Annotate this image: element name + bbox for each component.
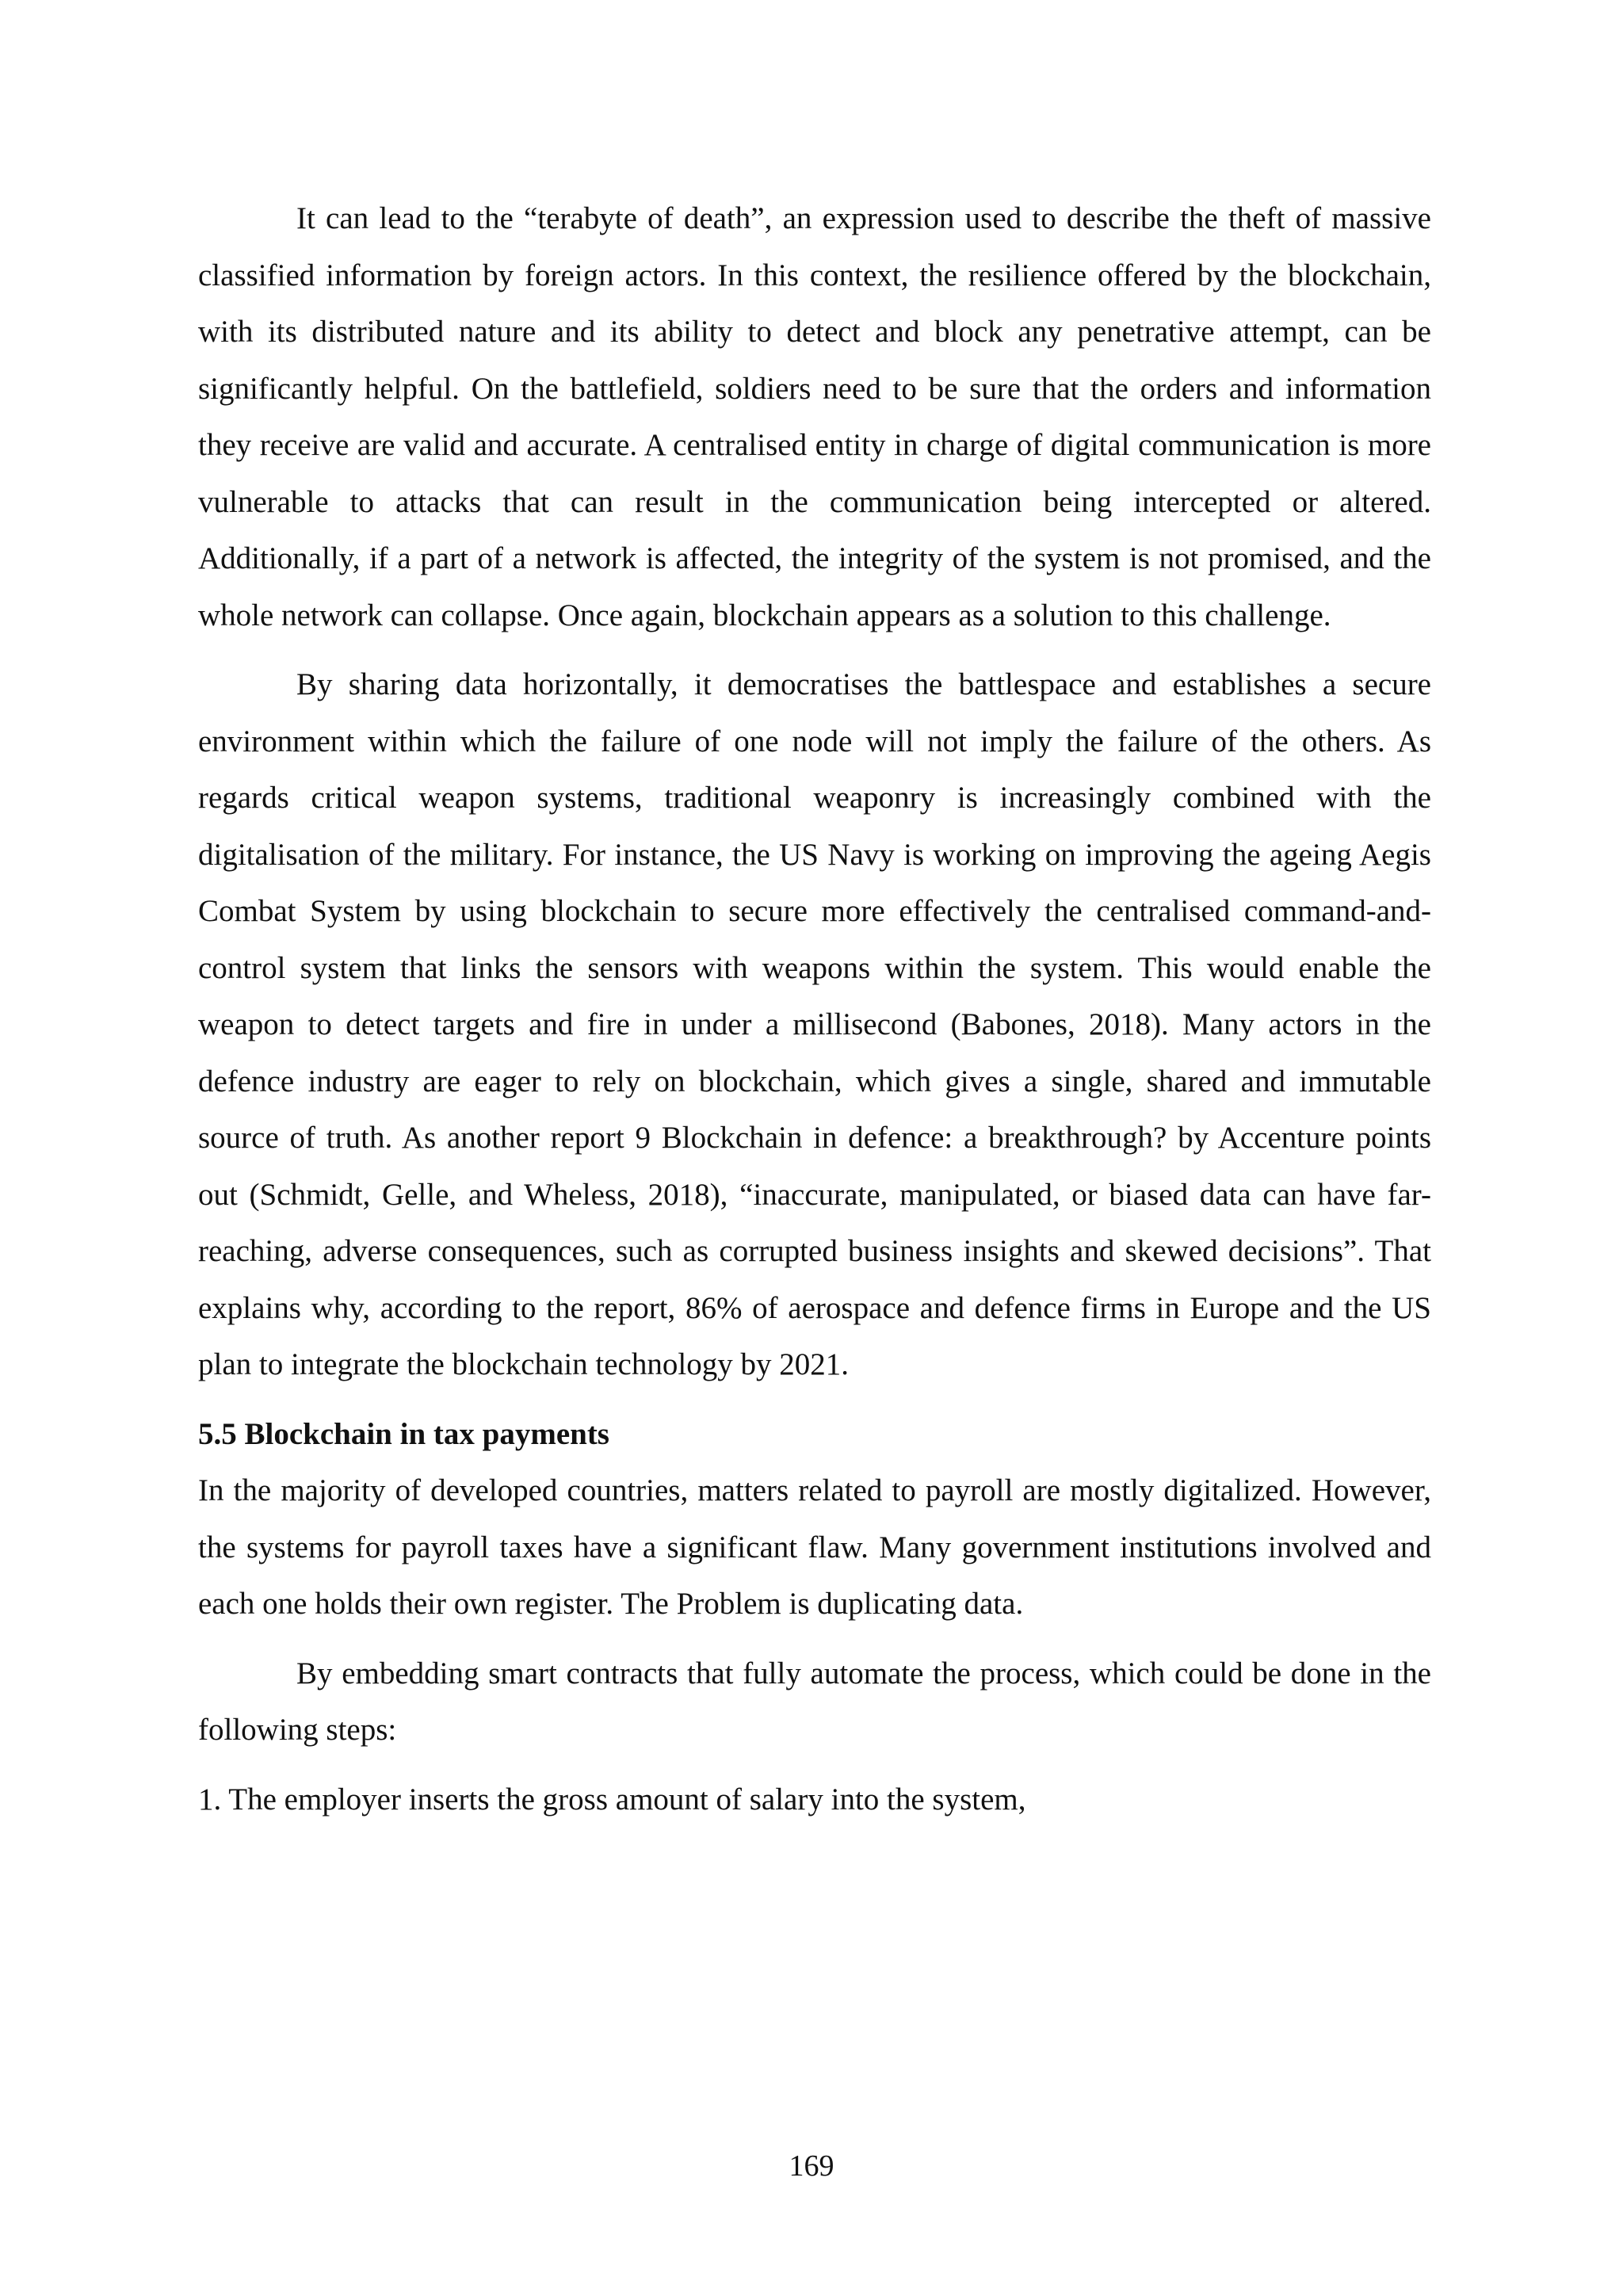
paragraph-terabyte-of-death: It can lead to the “terabyte of death”, an expression used to describe the theft of massive classified information by foreign actors. In this context, the resilience offered by the blockchain, with its distributed nature and its ability to detect and block any penetrative attempt, can be significantly helpful. On the battlefield, soldiers need to be sure that the orders and information they receive are valid and accurate. A centralised entity in charge of digital communication is more vulnerable to attacks that can result in the communication being intercepted or altered. Additionally, if a part of a network is affected, the integrity of the system is not promised, and the whole network can collapse. Once again, blockchain appears as a solution to this challenge. <box>198 201 1431 632</box>
paragraph-smart-contracts: By embedding smart contracts that fully automate the process, which could be done in the following steps: <box>198 1656 1431 1747</box>
paragraph-weapon-systems: By sharing data horizontally, it democratises the battlespace and establishes a secure environment within which the failure of one node will not imply the failure of the others. As regards critical weapon systems, traditional weaponry is increasingly combined with the digitalisation of the military. For instance, the US Navy is working on improving the ageing Aegis Combat System by using blockchain to secure more effectively the centralised command-and-control system that links the sensors with weapons within the system. This would enable the weapon to detect targets and fire in under a millisecond (Babones, 2018). Many actors in the defence industry are eager to rely on blockchain, which gives a single, shared and immutable source of truth. As another report 9 Blockchain in defence: a breakthrough? by Accenture points out (Schmidt, Gelle, and Wheless, 2018), “inaccurate, manipulated, or biased data can have far-reaching, adverse consequences, such as corrupted business insights and skewed decisions”. That explains why, according to the report, 86% of aerospace and defence firms in Europe and the US plan to integrate the blockchain technology by 2021. <box>198 667 1431 1381</box>
page-number: 169 <box>789 2149 834 2183</box>
paragraph-payroll: In the majority of developed countries, matters related to payroll are mostly digitalized. However, the systems for payroll taxes have a significant flaw. Many government institutions involved and each one holds their own register. The Problem is duplicating data. <box>198 1473 1431 1621</box>
section-heading: 5.5 Blockchain in tax payments <box>198 1416 609 1451</box>
list-item: 1. The employer inserts the gross amount of salary into the system, <box>198 1782 1026 1817</box>
document-body <box>198 190 1431 1828</box>
